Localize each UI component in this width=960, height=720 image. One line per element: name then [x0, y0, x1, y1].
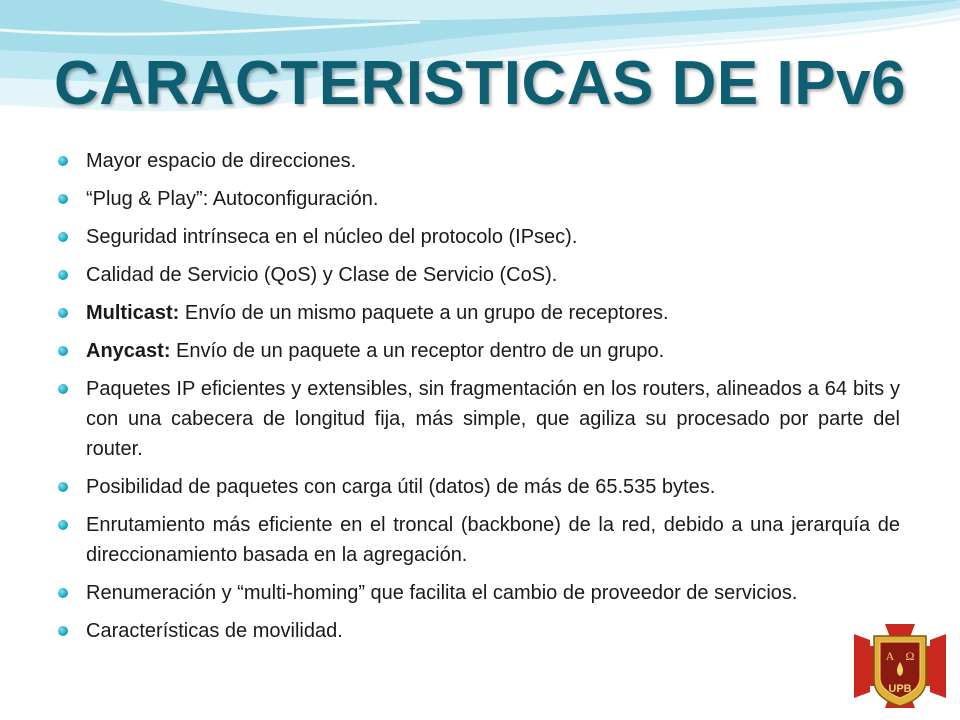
- upb-logo: [852, 622, 948, 710]
- bullet-item: [58, 510, 900, 570]
- bullet-text: Envío de un mismo paquete a un grupo de receptores.: [179, 302, 669, 324]
- bullet-dot-icon: [58, 588, 68, 598]
- bullet-item: [58, 578, 900, 608]
- bullet-dot-icon: [58, 194, 68, 204]
- bullet-text: Envío de un paquete a un receptor dentro de un grupo.: [170, 340, 665, 362]
- bullet-item: [58, 336, 900, 366]
- bullet-dot-icon: [58, 232, 68, 242]
- bullet-item: [58, 222, 900, 252]
- bullet-item: [58, 616, 900, 646]
- bullet-text: Seguridad intrínseca en el núcleo del protocolo (IPsec).: [86, 226, 578, 248]
- bullet-text: Mayor espacio de direcciones.: [86, 150, 357, 172]
- bullet-text: Paquetes IP eficientes y extensibles, sin fragmentación en los routers, alineados a 64 bits y con una cabecera de longitud fija, más simple, que agiliza su procesado por parte del router.: [86, 378, 900, 460]
- bullet-item: [58, 184, 900, 214]
- logo-text: UPB: [888, 683, 912, 695]
- bullet-text: Características de movilidad.: [86, 620, 343, 642]
- bullet-text: Posibilidad de paquetes con carga útil (datos) de más de 65.535 bytes.: [86, 476, 716, 498]
- bullet-item: [58, 374, 900, 464]
- bullet-dot-icon: [58, 384, 68, 394]
- bullet-item: [58, 298, 900, 328]
- bullet-text: Renumeración y “multi-homing” que facilita el cambio de proveedor de servicios.: [86, 582, 798, 604]
- bullet-item: [58, 260, 900, 290]
- logo-omega: Ω: [905, 649, 915, 663]
- bullet-dot-icon: [58, 482, 68, 492]
- bullet-text: Calidad de Servicio (QoS) y Clase de Servicio (CoS).: [86, 264, 558, 286]
- bullet-dot-icon: [58, 346, 68, 356]
- bullet-dot-icon: [58, 270, 68, 280]
- bullet-dot-icon: [58, 520, 68, 530]
- bullet-dot-icon: [58, 626, 68, 636]
- bullet-text: “Plug & Play”: Autoconfiguración.: [86, 188, 379, 210]
- bullet-dot-icon: [58, 308, 68, 318]
- logo-alpha: A: [885, 649, 895, 663]
- slide-title: CARACTERISTICAS DE IPv6: [53, 49, 907, 118]
- bullet-dot-icon: [58, 156, 68, 166]
- bullet-list: [58, 146, 900, 650]
- bullet-text: Enrutamiento más eficiente en el troncal (backbone) de la red, debido a una jerarquía de direccionamiento basada en la agregación.: [86, 514, 900, 566]
- bullet-term: Multicast:: [86, 302, 180, 324]
- bullet-item: [58, 146, 900, 176]
- bullet-item: [58, 472, 900, 502]
- bullet-term: Anycast:: [86, 340, 171, 362]
